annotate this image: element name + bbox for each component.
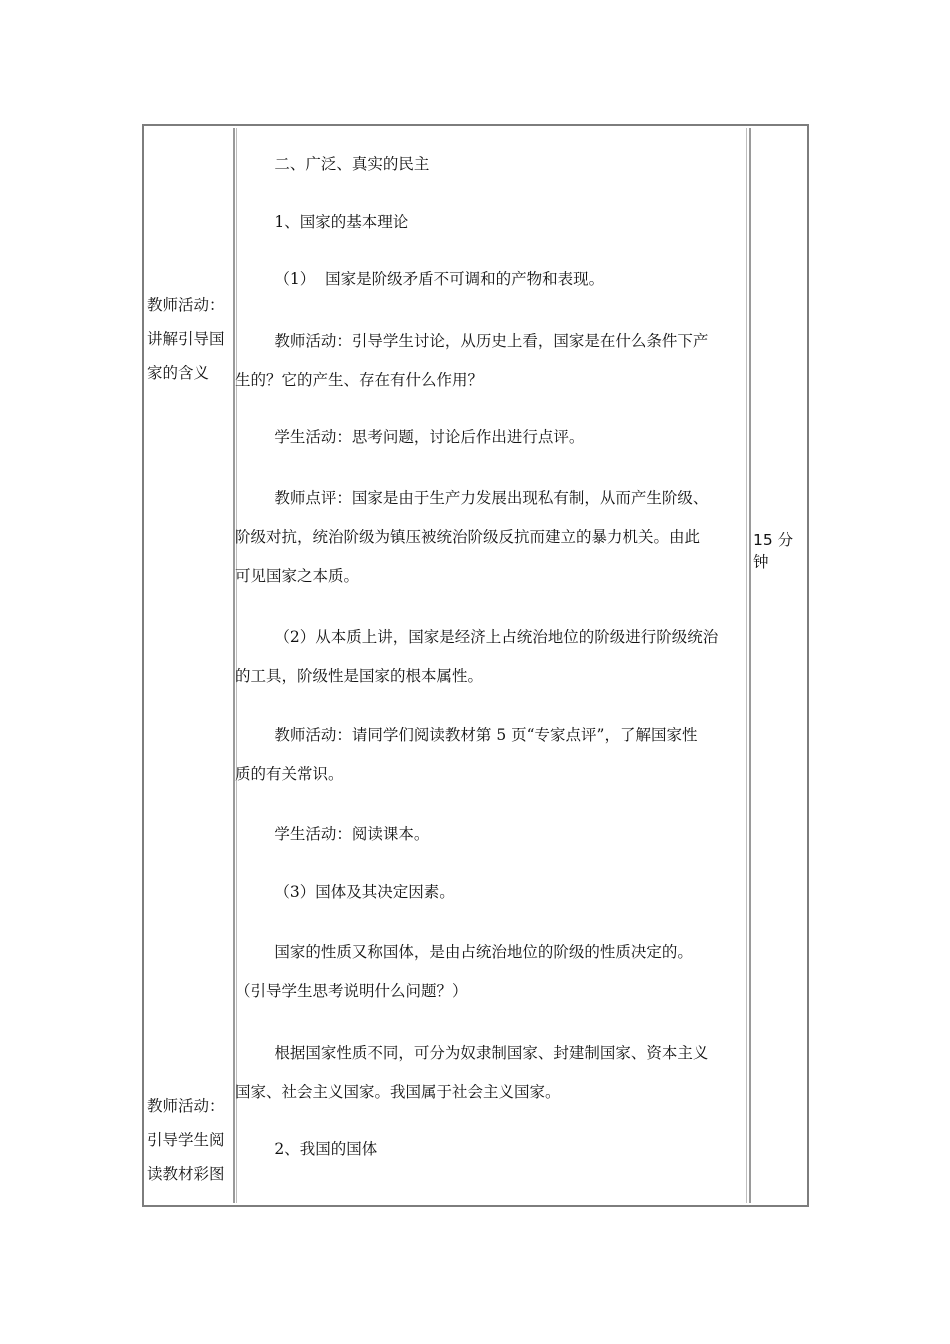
paragraph: （2）从本质上讲，国家是经济上占统治地位的阶级进行阶级统治 的工具，阶级性是国家的根本属性。	[235, 628, 719, 685]
time-allocation: 15 分钟	[753, 531, 794, 571]
paragraph: 教师点评：国家是由于生产力发展出现私有制，从而产生阶级、 阶级对抗，统治阶级为镇压被统治阶级反抗而建立的暴力机关。由此 可见国家之本质。	[235, 489, 709, 585]
lesson-table	[142, 124, 809, 1207]
subsection-heading: 1、国家的基本理论	[235, 213, 409, 231]
section-heading: 二、广泛、真实的民主	[235, 155, 430, 173]
activity-note	[147, 1089, 233, 1191]
paragraph: 教师活动：引导学生讨论，从历史上看，国家是在什么条件下产 生的？它的产生、存在有什么作用？	[235, 332, 709, 389]
paragraph: （3）国体及其决定因素。	[235, 883, 455, 901]
note-line: 家的含义	[147, 364, 210, 382]
note-line: 教师活动：	[147, 296, 225, 314]
note-line: 讲解引导国	[147, 330, 225, 348]
activity-column	[144, 126, 232, 1205]
column-divider	[749, 128, 751, 1203]
paragraph: 教师活动：请同学们阅读教材第 5 页“专家点评”，了解国家性 质的有关常识。	[235, 726, 698, 783]
note-line: 读教材彩图	[147, 1165, 225, 1183]
paragraph: 学生活动：阅读课本。	[235, 825, 430, 843]
paragraph: 学生活动：思考问题，讨论后作出进行点评。	[235, 428, 585, 446]
note-line: 教师活动：	[147, 1097, 225, 1115]
activity-note	[147, 288, 233, 390]
content-column	[235, 126, 749, 1205]
subsection-heading: 2、我国的国体	[235, 1140, 378, 1158]
paragraph: （1） 国家是阶级矛盾不可调和的产物和表现。	[235, 270, 605, 288]
note-line: 引导学生阅	[147, 1131, 225, 1149]
paragraph: 国家的性质又称国体，是由占统治地位的阶级的性质决定的。 （引导学生思考说明什么问题？）	[235, 943, 693, 1000]
paragraph: 根据国家性质不同，可分为奴隶制国家、封建制国家、资本主义 国家、社会主义国家。我国属于社会主义国家。	[235, 1044, 709, 1101]
